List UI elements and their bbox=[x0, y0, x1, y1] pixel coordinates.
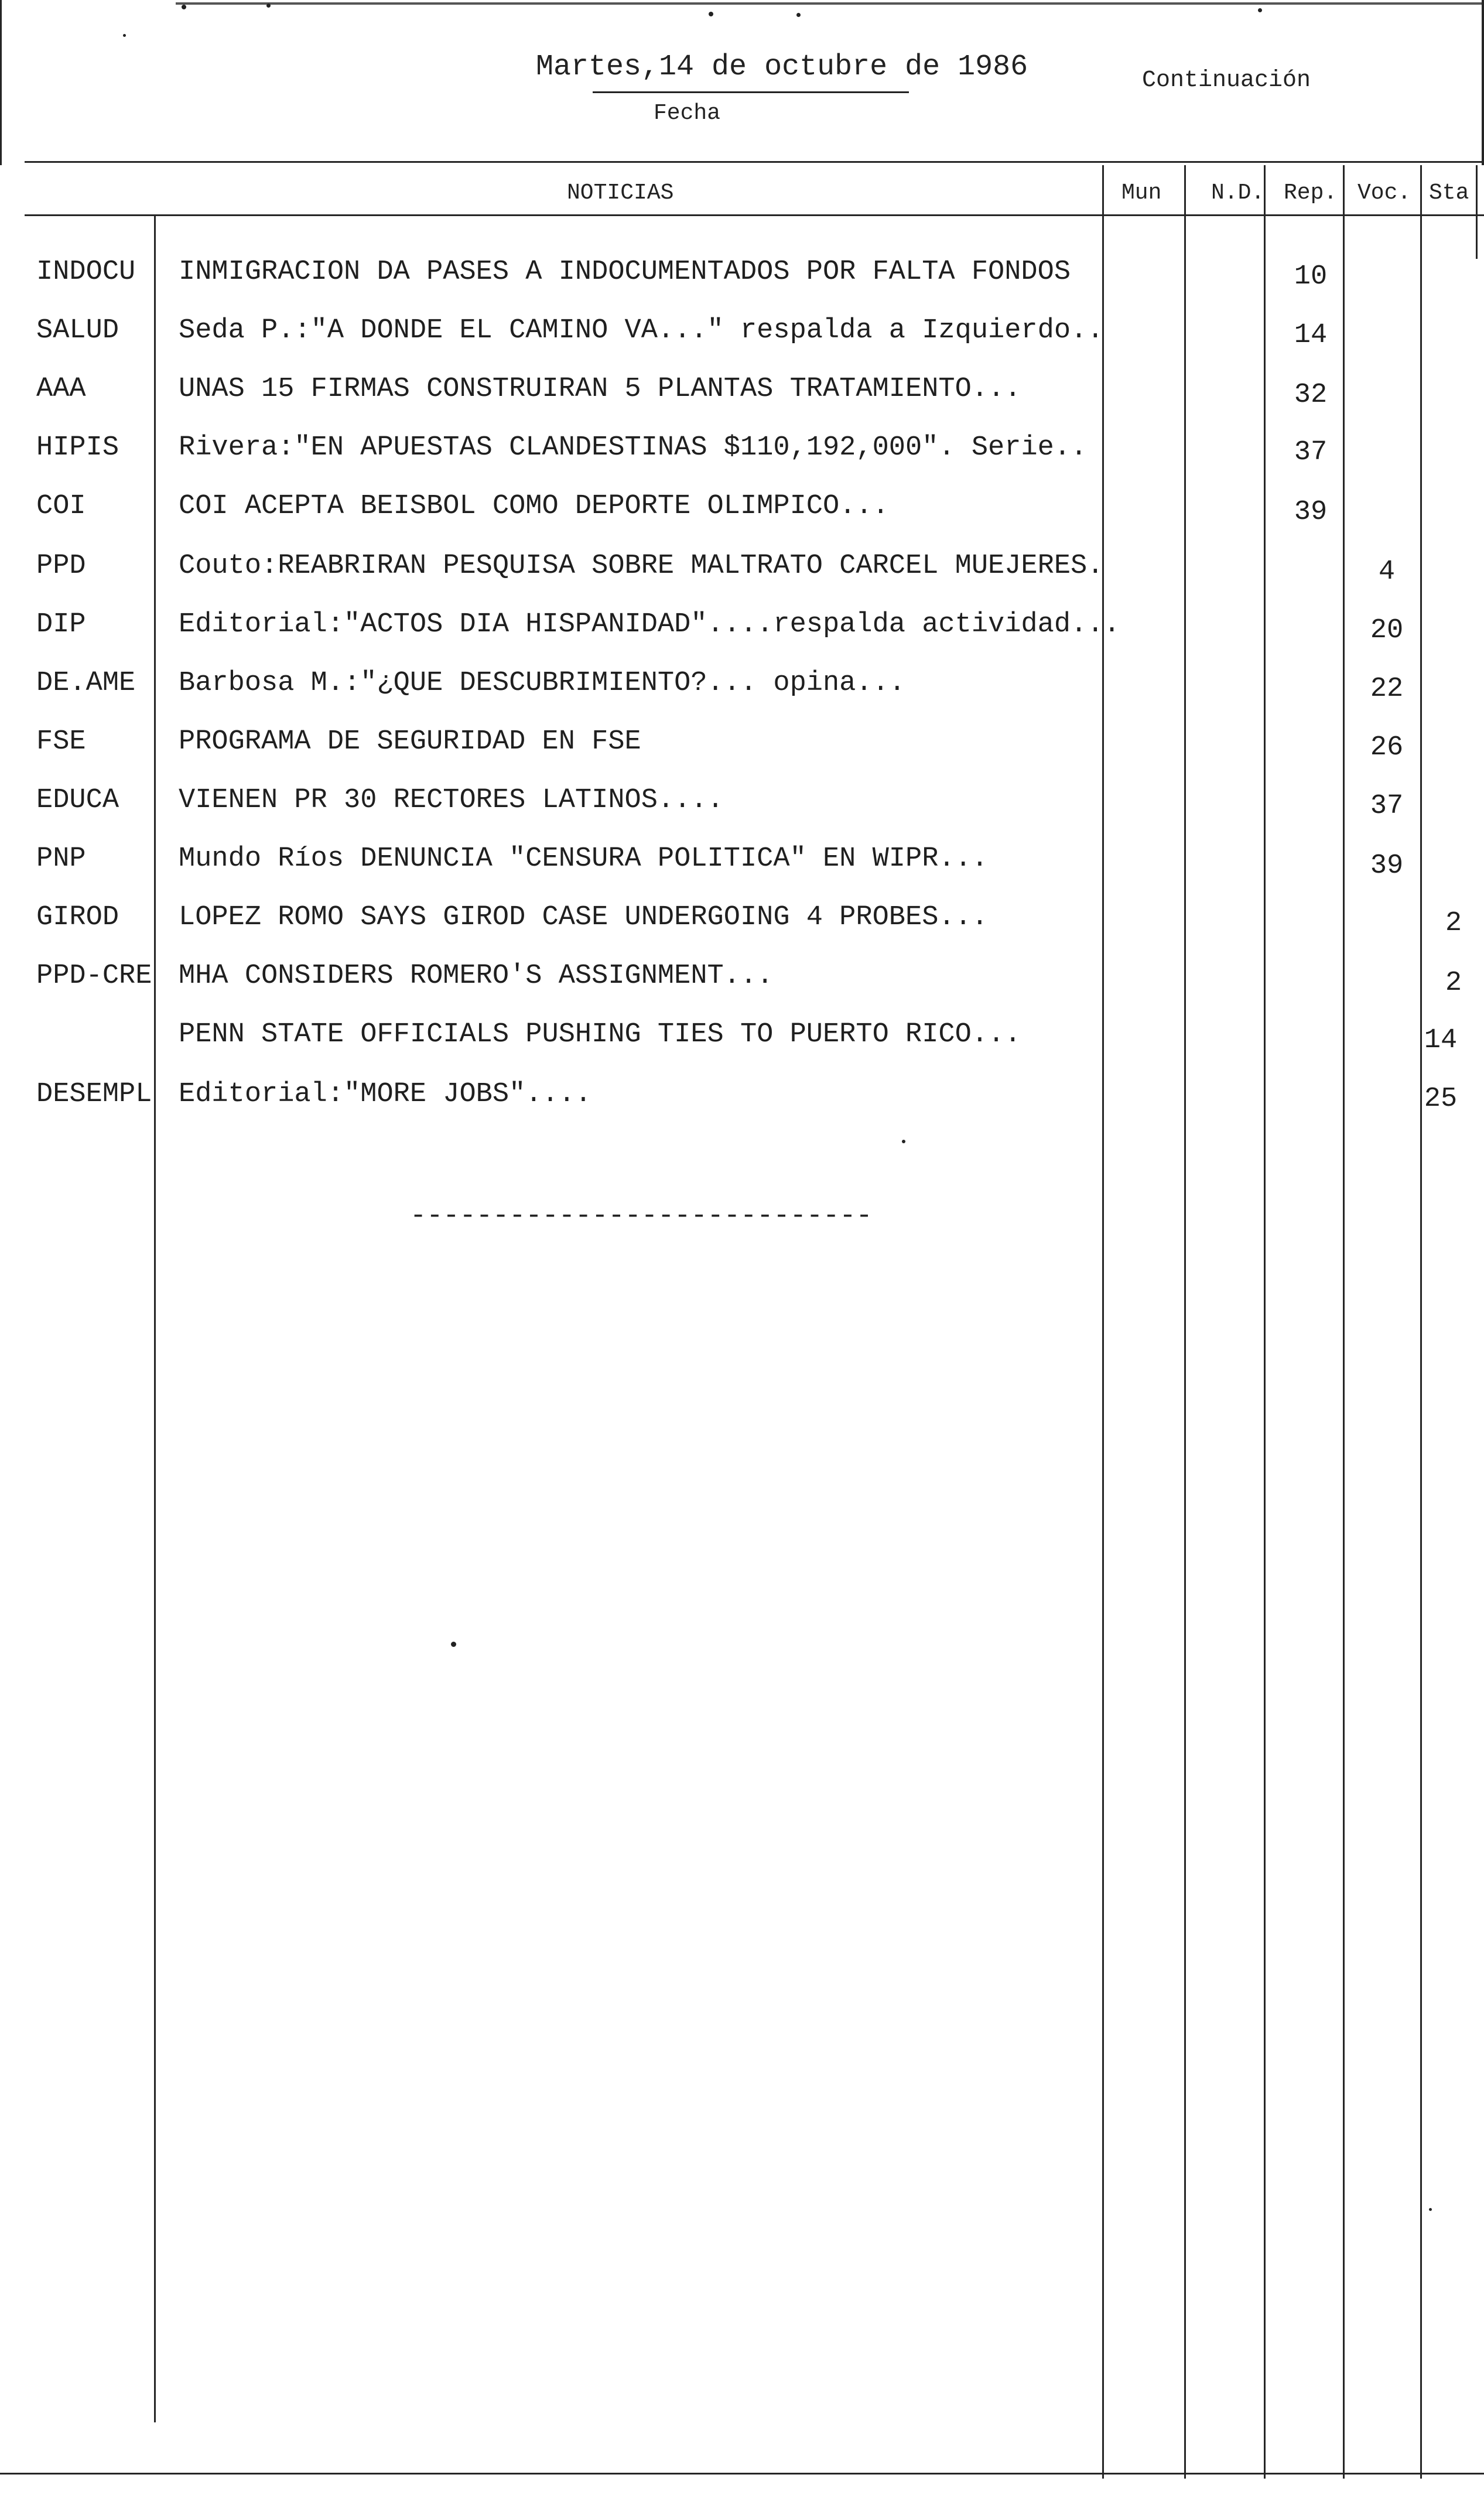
voc-value: 4 bbox=[1378, 556, 1396, 587]
row-tag: HIPIS bbox=[36, 432, 119, 463]
scan-speck bbox=[709, 12, 713, 16]
row-tag: FSE bbox=[36, 726, 86, 757]
sta-value: 25 bbox=[1424, 1084, 1458, 1115]
row-tag: COI bbox=[36, 491, 86, 522]
row-title: Couto:REABRIRAN PESQUISA SOBRE MALTRATO CARCEL MUEJERES. bbox=[179, 551, 1104, 582]
rep-header: Rep. bbox=[1284, 180, 1338, 206]
row-title: LOPEZ ROMO SAYS GIROD CASE UNDERGOING 4 PROBES... bbox=[179, 902, 989, 933]
sta-value: 14 bbox=[1424, 1025, 1458, 1056]
sta-value: 2 bbox=[1445, 968, 1462, 999]
voc-value: 39 bbox=[1370, 850, 1404, 881]
page-date: Martes,14 de octubre de 1986 bbox=[536, 50, 1028, 84]
row-tag: DE.AME bbox=[36, 668, 136, 699]
row-title: Seda P.:"A DONDE EL CAMINO VA..." respalda a Izquierdo.. bbox=[179, 315, 1104, 346]
voc-value: 26 bbox=[1370, 732, 1404, 763]
row-title: PROGRAMA DE SEGURIDAD EN FSE bbox=[179, 726, 641, 757]
scan-speck bbox=[796, 13, 801, 17]
voc-value: 20 bbox=[1370, 615, 1404, 646]
row-title: INMIGRACION DA PASES A INDOCUMENTADOS POR FALTA FONDOS bbox=[179, 257, 1071, 288]
row-tag: SALUD bbox=[36, 315, 119, 346]
row-tag: AAA bbox=[36, 374, 86, 405]
voc-column-divider bbox=[1343, 165, 1345, 2479]
mun-column-divider bbox=[1102, 165, 1104, 2479]
right-edge-line bbox=[1476, 165, 1478, 259]
rep-column-divider bbox=[1264, 165, 1266, 2479]
rep-value: 39 bbox=[1294, 497, 1328, 528]
row-title: UNAS 15 FIRMAS CONSTRUIRAN 5 PLANTAS TRATAMIENTO... bbox=[179, 374, 1021, 405]
top-edge-line bbox=[176, 2, 1484, 5]
rep-value: 14 bbox=[1294, 320, 1328, 351]
sta-value: 2 bbox=[1445, 908, 1462, 939]
row-tag: INDOCU bbox=[36, 257, 136, 288]
rep-value: 32 bbox=[1294, 380, 1328, 411]
row-tag: DESEMPL bbox=[36, 1079, 152, 1110]
scan-speck bbox=[902, 1140, 905, 1143]
scan-speck bbox=[123, 34, 126, 37]
left-border bbox=[0, 0, 2, 165]
nd-header: N.D. bbox=[1211, 180, 1265, 206]
row-tag: EDUCA bbox=[36, 785, 119, 816]
row-tag: PPD-CRE bbox=[36, 961, 152, 992]
date-label: Fecha bbox=[654, 101, 721, 126]
sta-header: Sta bbox=[1429, 180, 1469, 206]
scan-speck bbox=[451, 1642, 456, 1647]
row-title: MHA CONSIDERS ROMERO'S ASSIGNMENT... bbox=[179, 961, 774, 992]
row-title: Barbosa M.:"¿QUE DESCUBRIMIENTO?... opina... bbox=[179, 668, 906, 699]
row-title: PENN STATE OFFICIALS PUSHING TIES TO PUERTO RICO... bbox=[179, 1019, 1021, 1050]
row-tag: PPD bbox=[36, 551, 86, 582]
scan-speck bbox=[182, 5, 186, 9]
header-top-rule bbox=[25, 161, 1484, 163]
right-border bbox=[1482, 0, 1484, 165]
row-title: Rivera:"EN APUESTAS CLANDESTINAS $110,192,000". Serie.. bbox=[179, 432, 1088, 463]
row-title: VIENEN PR 30 RECTORES LATINOS.... bbox=[179, 785, 724, 816]
noticias-header: NOTICIAS bbox=[567, 180, 674, 206]
nd-column-divider bbox=[1184, 165, 1186, 2479]
voc-header: Voc. bbox=[1358, 180, 1411, 206]
voc-value: 22 bbox=[1370, 674, 1404, 705]
row-title: Mundo Ríos DENUNCIA "CENSURA POLITICA" EN WIPR... bbox=[179, 843, 989, 874]
rep-value: 10 bbox=[1294, 261, 1328, 292]
scan-speck bbox=[266, 4, 271, 8]
scan-speck bbox=[1429, 2208, 1432, 2211]
date-underline bbox=[593, 91, 909, 93]
row-tag: DIP bbox=[36, 609, 86, 640]
scan-speck bbox=[1258, 8, 1262, 12]
voc-value: 37 bbox=[1370, 791, 1404, 822]
end-separator: ---------------------------- bbox=[410, 1201, 873, 1232]
row-tag: GIROD bbox=[36, 902, 119, 933]
rep-value: 37 bbox=[1294, 437, 1328, 468]
continuation-label: Continuación bbox=[1142, 67, 1311, 94]
page-bottom-rule bbox=[0, 2473, 1484, 2475]
mun-header: Mun bbox=[1121, 180, 1162, 206]
row-tag: PNP bbox=[36, 843, 86, 874]
row-title: Editorial:"MORE JOBS".... bbox=[179, 1079, 592, 1110]
tag-column-divider bbox=[154, 214, 156, 2422]
row-title: Editorial:"ACTOS DIA HISPANIDAD"....respalda actividad... bbox=[179, 609, 1120, 640]
row-title: COI ACEPTA BEISBOL COMO DEPORTE OLIMPICO... bbox=[179, 491, 889, 522]
sta-column-divider bbox=[1420, 165, 1422, 2479]
